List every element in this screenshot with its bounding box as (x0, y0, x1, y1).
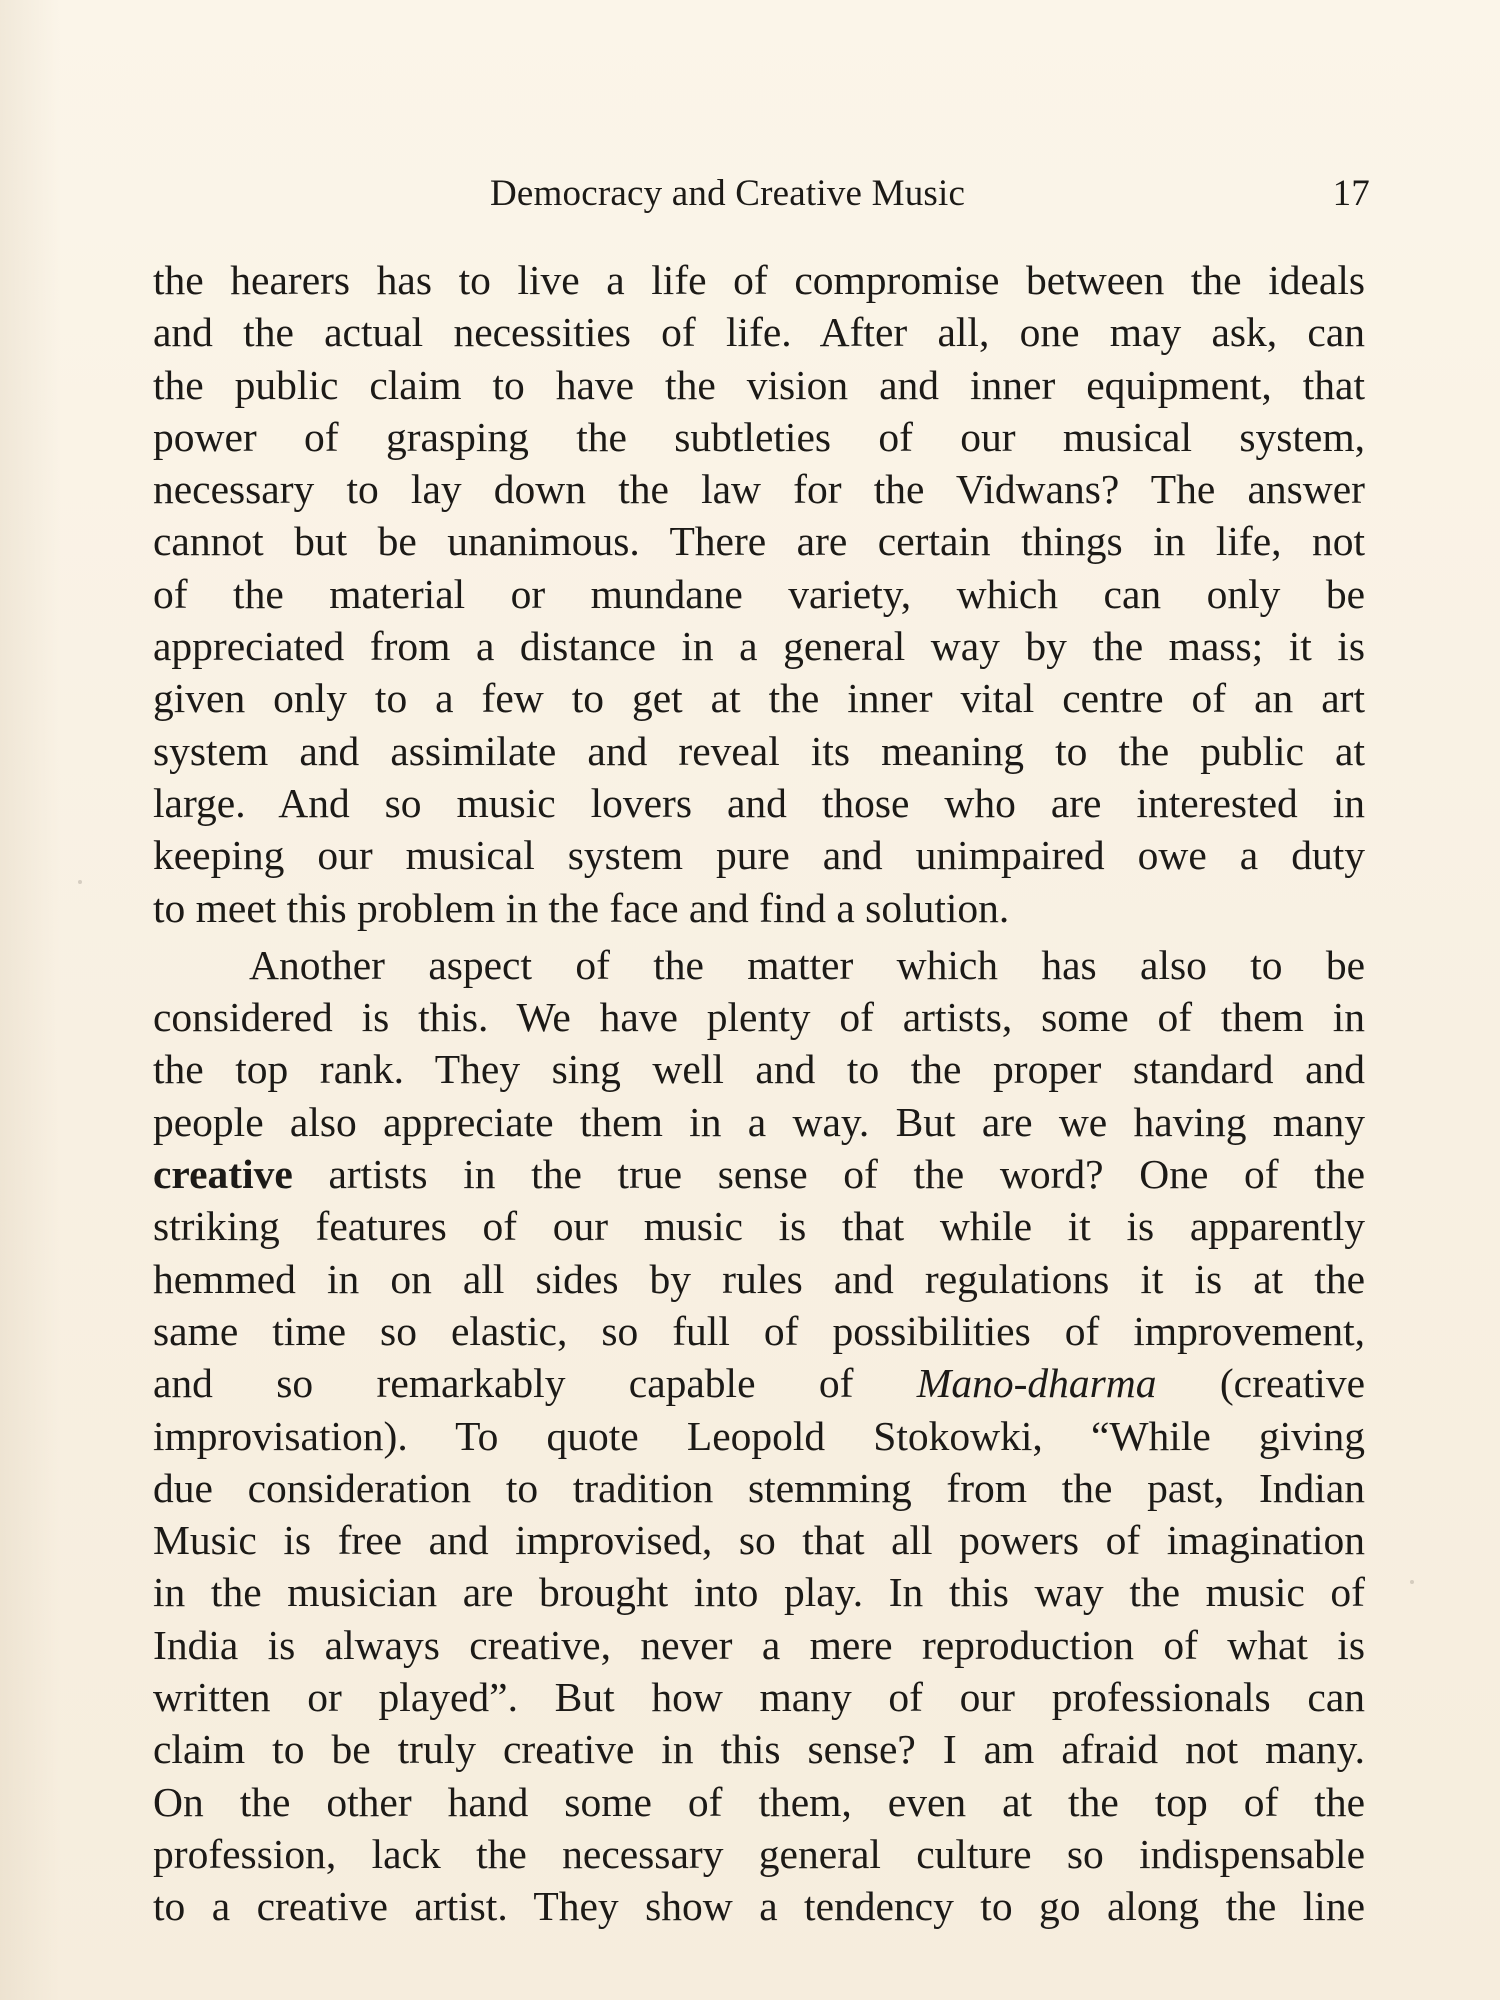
text-line: considered is this. We have plenty of artists, some of them in (153, 994, 1365, 1041)
paper-speck (78, 880, 82, 884)
text-line: cannot but be unanimous. There are certain things in life, not (153, 518, 1365, 565)
text-line: India is always creative, never a mere reproduction of what is (153, 1621, 1365, 1668)
body-text (153, 254, 1365, 1933)
text-line: people also appreciate them in a way. But are we having many (153, 1098, 1365, 1145)
page-number: 17 (1332, 173, 1370, 214)
text-run: and so remarkably capable of (153, 1360, 917, 1407)
paragraph-2 (153, 939, 1365, 1933)
running-head (490, 172, 1370, 222)
text-line: hemmed in on all sides by rules and regulations it is at the (153, 1255, 1365, 1302)
text-line: system and assimilate and reveal its meaning to the public at (153, 727, 1365, 774)
text-line: written or played”. But how many of our professionals can (153, 1674, 1365, 1721)
text-line: same time so elastic, so full of possibilities of improvement, (153, 1307, 1365, 1354)
text-line: keeping our musical system pure and unimpaired owe a duty (153, 832, 1365, 879)
text-line: in the musician are brought into play. In this way the music of (153, 1569, 1365, 1616)
paper-speck (1410, 1580, 1414, 1584)
text-run: (creative (1156, 1360, 1365, 1407)
text-line: the top rank. They sing well and to the proper standard and (153, 1046, 1365, 1093)
text-line: the hearers has to live a life of compromise between the ideals (153, 257, 1365, 303)
text-line: to a creative artist. They show a tendency to go along the line (153, 1883, 1365, 1930)
page-edge-shadow (0, 0, 60, 2000)
text-line: On the other hand some of them, even at the top of the (153, 1778, 1365, 1825)
running-title: Democracy and Creative Music (490, 173, 966, 214)
text-line: to meet this problem in the face and find a solution. (153, 884, 1010, 931)
text-line: striking features of our music is that while it is apparently (153, 1203, 1365, 1250)
text-line: Another aspect of the matter which has also to be (249, 941, 1365, 988)
text-line: improvisation). To quote Leopold Stokowki, “While giving (153, 1412, 1365, 1459)
text-line: given only to a few to get at the inner vital centre of an art (153, 675, 1365, 722)
text-line-with-bold (153, 1148, 1365, 1200)
text-line: claim to be truly creative in this sense? I am afraid not many. (153, 1726, 1365, 1773)
text-line: appreciated from a distance in a general way by the mass; it is (153, 623, 1365, 670)
text-run: artists in the true sense of the word? One of the (292, 1151, 1365, 1198)
text-line: large. And so music lovers and those who are interested in (153, 779, 1365, 826)
text-line-with-italic (153, 1357, 1365, 1409)
text-line: necessary to lay down the law for the Vidwans? The answer (153, 466, 1365, 513)
text-line: of the material or mundane variety, which can only be (153, 570, 1365, 617)
paragraph-1 (153, 254, 1365, 934)
text-line: due consideration to tradition stemming from the past, Indian (153, 1464, 1365, 1511)
text-line: and the actual necessities of life. After all, one may ask, can (153, 309, 1365, 356)
text-line: the public claim to have the vision and inner equipment, that (153, 361, 1365, 408)
bold-term: creative (153, 1151, 293, 1198)
text-line: Music is free and improvised, so that all powers of imagination (153, 1517, 1365, 1564)
italic-term: Mano-dharma (916, 1360, 1157, 1407)
text-line: power of grasping the subtleties of our musical system, (153, 413, 1365, 460)
text-line: profession, lack the necessary general culture so indispensable (153, 1830, 1365, 1877)
